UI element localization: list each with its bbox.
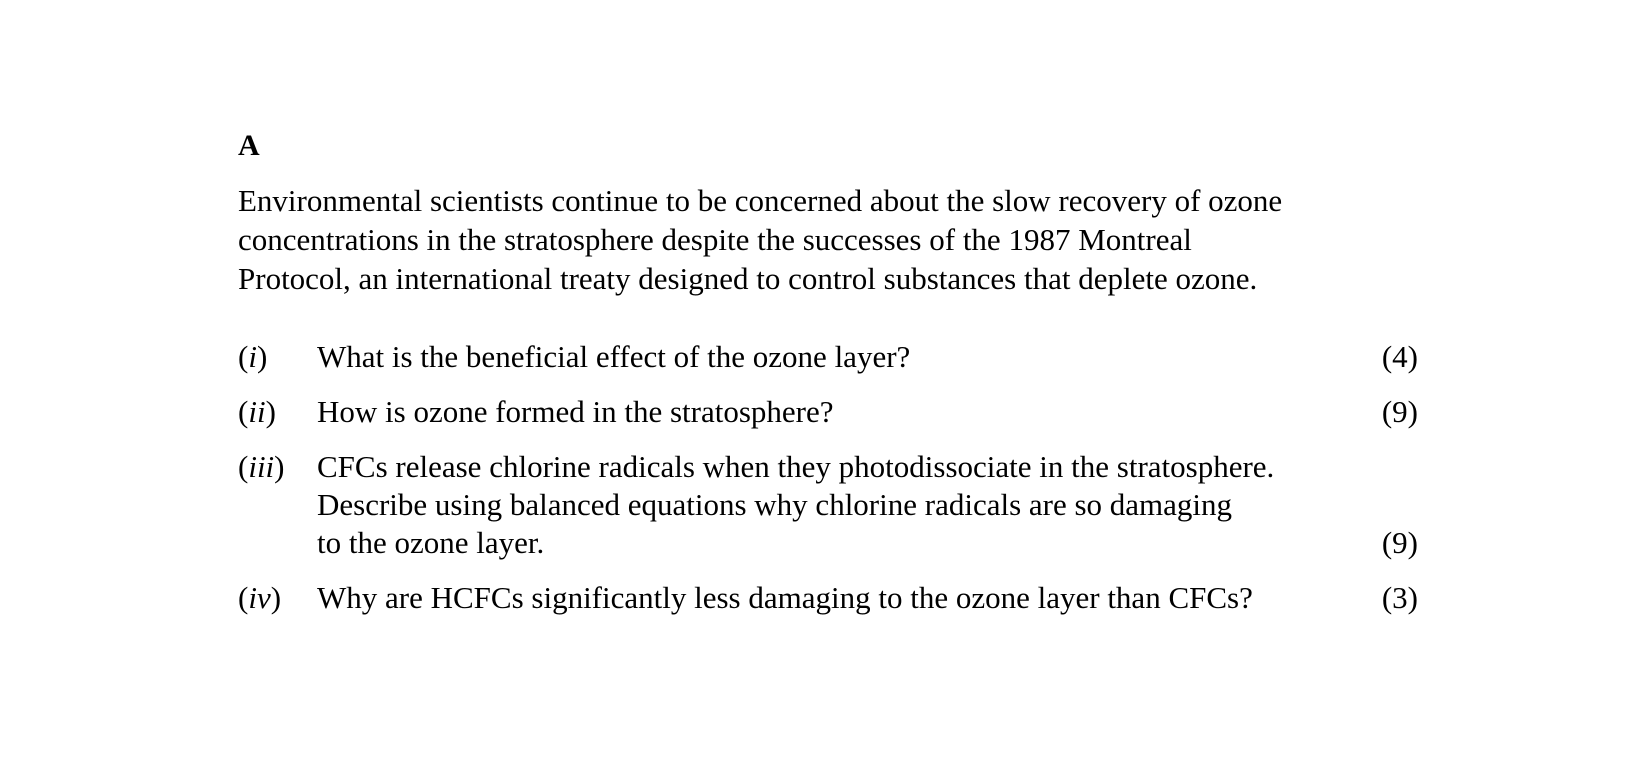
question-text (317, 393, 1377, 431)
section-letter: A (238, 129, 260, 162)
question-iii (238, 448, 1438, 562)
question-line: Why are HCFCs significantly less damaging to the ozone layer than CFCs? (317, 580, 1253, 615)
question-number: (iii) (238, 449, 285, 484)
question-number: (iv) (238, 580, 282, 615)
intro-line: Protocol, an international treaty designed to control substances that deplete ozone. (238, 261, 1258, 296)
question-line: to the ozone layer. (317, 525, 545, 560)
question-line: Describe using balanced equations why chlorine radicals are so damaging (317, 487, 1233, 522)
question-ii (238, 393, 1438, 431)
question-number: (ii) (238, 394, 276, 429)
question-marks: (9) (1381, 525, 1418, 560)
exam-page (238, 128, 1438, 634)
intro-line: concentrations in the stratosphere despite the successes of the 1987 Montreal (238, 222, 1192, 257)
question-text (317, 448, 1377, 562)
question-text (317, 579, 1377, 617)
question-i (238, 338, 1438, 376)
question-line: How is ozone formed in the stratosphere? (317, 394, 834, 429)
question-number: (i) (238, 339, 268, 374)
question-line: CFCs release chlorine radicals when they photodissociate in the stratosphere. (317, 449, 1275, 484)
question-iv (238, 579, 1438, 617)
question-line: What is the beneficial effect of the ozone layer? (317, 339, 911, 374)
intro-paragraph (238, 181, 1418, 298)
question-text (317, 338, 1377, 376)
question-marks: (4) (1381, 339, 1418, 374)
question-marks: (3) (1381, 580, 1418, 615)
question-marks: (9) (1381, 394, 1418, 429)
intro-line: Environmental scientists continue to be concerned about the slow recovery of ozone (238, 183, 1283, 218)
